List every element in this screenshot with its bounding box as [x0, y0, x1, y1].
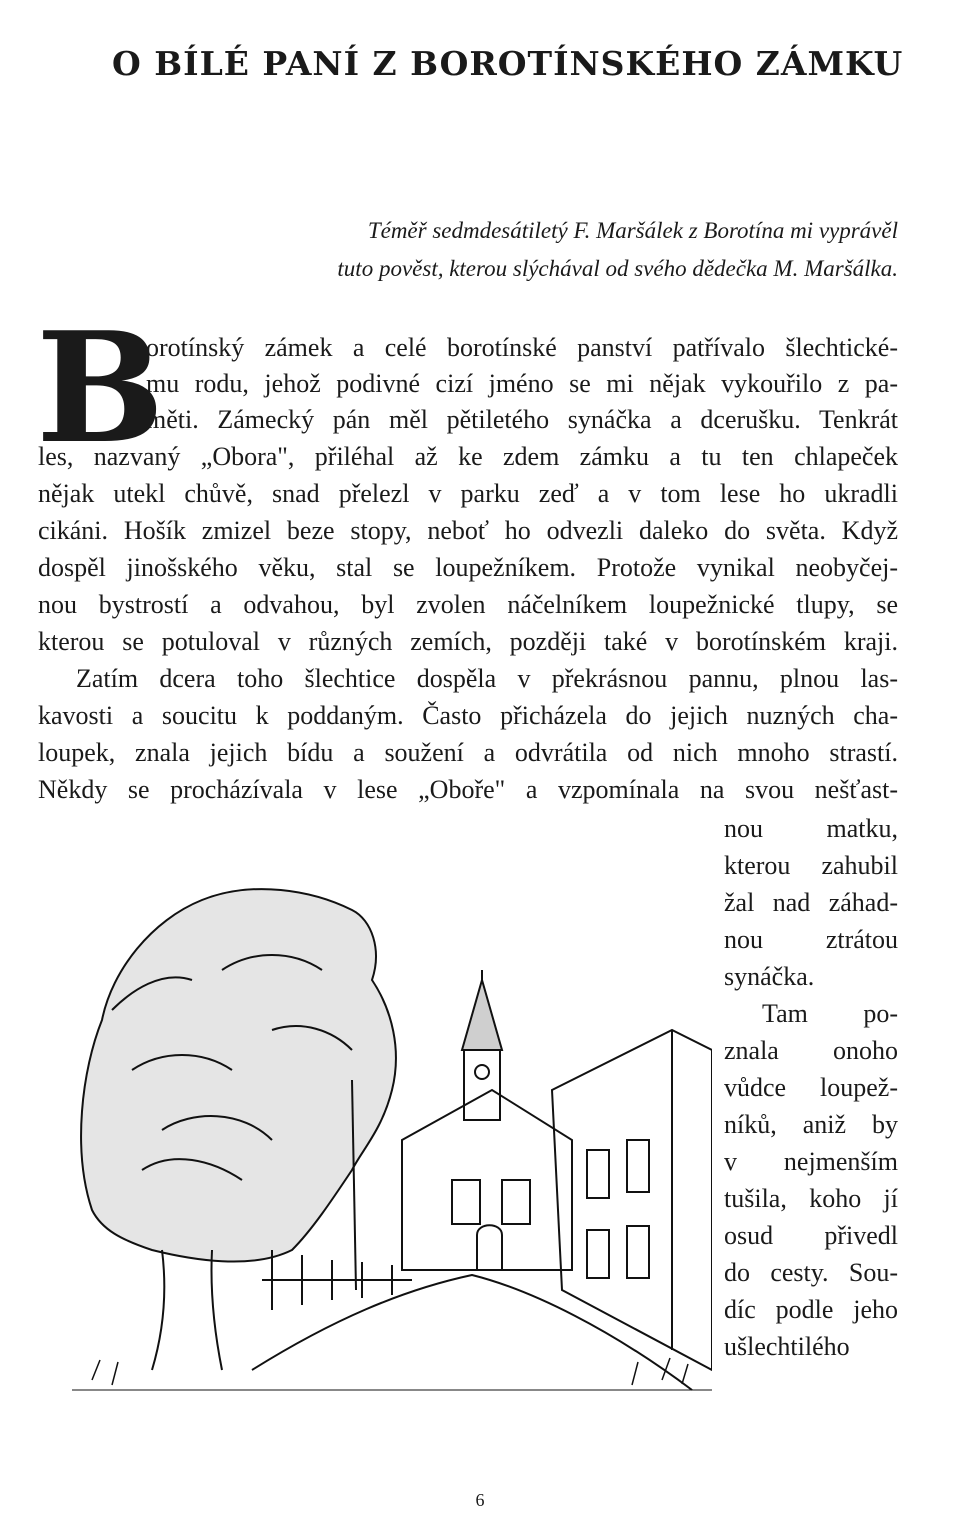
body-line: dospěl jinošského věku, stal se loupežníkem. Protože vynikal neobyčej-: [38, 553, 898, 582]
side-line: osud přivedl: [724, 1221, 898, 1250]
side-line: tušila, koho jí: [724, 1184, 898, 1213]
body-line: Zatím dcera toho šlechtice dospěla v překrásnou pannu, plnou las-: [76, 664, 898, 693]
body-line: kavosti a soucitu k poddaným. Často přicházela do jejich nuzných cha-: [38, 701, 898, 730]
castle-street-illustration: [72, 850, 712, 1410]
side-line: ušlechtilého: [724, 1332, 850, 1361]
side-line: do cesty. Sou-: [724, 1258, 898, 1287]
side-line: synáčka.: [724, 962, 815, 991]
body-line: cikáni. Hošík zmizel beze stopy, neboť ho odvezli daleko do světa. Když: [38, 516, 898, 545]
body-line: loupek, znala jejich bídu a soužení a odvrátila od nich mnoho strastí.: [38, 738, 898, 767]
body-line: nou bystrostí a odvahou, byl zvolen náčelníkem loupežnické tlupy, se: [38, 590, 898, 619]
side-line: nou ztrátou: [724, 925, 898, 954]
side-line: níků, aniž by: [724, 1110, 898, 1139]
side-line: žal nad záhad-: [724, 888, 898, 917]
side-line: kterou zahubil: [724, 851, 898, 880]
body-line: les, nazvaný „Obora", přiléhal až ke zdem zámku a tu ten chlapeček: [38, 442, 898, 471]
body-line: měti. Zámecký pán měl pětiletého synáčka a dcerušku. Tenkrát: [146, 405, 898, 434]
body-line: mu rodu, jehož podivné cizí jméno se mi nějak vykouřilo z pa-: [146, 369, 898, 398]
intro-line: tuto pověst, kterou slýchával od svého dědečka M. Maršálka.: [337, 256, 898, 281]
side-line: Tam po-: [762, 999, 898, 1028]
intro-note: [160, 212, 898, 288]
side-line: znala onoho: [724, 1036, 898, 1065]
drop-cap: B: [36, 298, 165, 477]
side-line: díc podle jeho: [724, 1295, 898, 1324]
page-number: 6: [475, 1490, 485, 1510]
body-line: orotínský zámek a celé borotínské panství patřívalo šlechtické-: [146, 333, 898, 362]
side-line: nou matku,: [724, 814, 898, 843]
side-line: vůdce loupež-: [724, 1073, 898, 1102]
intro-line: Téměř sedmdesátiletý F. Maršálek z Borotína mi vyprávěl: [367, 218, 898, 243]
body-line: nějak utekl chůvě, snad přelezl v parku zeď a v tom lese ho ukradli: [38, 479, 898, 508]
body-line: Někdy se procházívala v lese „Oboře" a vzpomínala na svou nešťast-: [38, 775, 898, 804]
body-line: kterou se potuloval v různých zemích, později také v borotínském kraji.: [38, 627, 898, 656]
chapter-title: O BÍLÉ PANÍ Z BOROTÍNSKÉHO ZÁMKU: [112, 44, 904, 83]
side-line: v nejmenším: [724, 1147, 898, 1176]
